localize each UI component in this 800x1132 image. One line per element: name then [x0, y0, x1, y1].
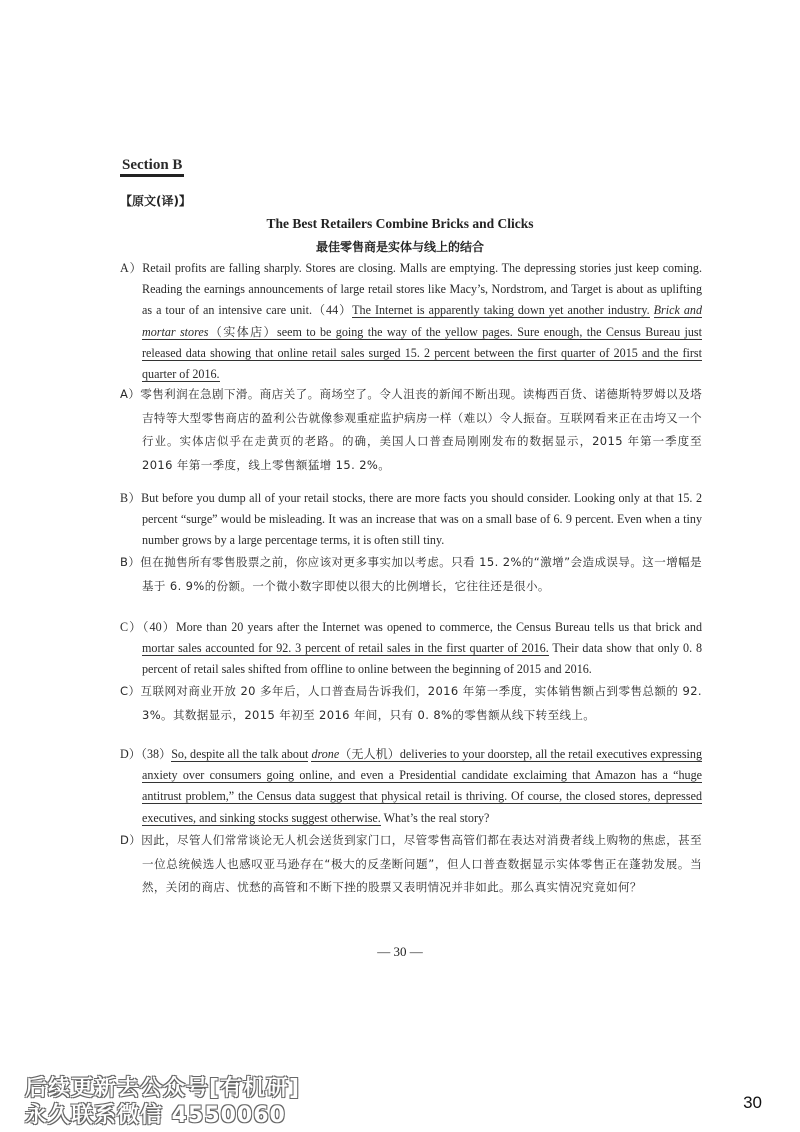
paragraph-a-underline-1: The Internet is apparently taking down yet another industry.	[352, 303, 650, 318]
page-number-corner: 30	[743, 1093, 762, 1112]
paragraph-d-underline-1: So, despite all the talk about	[171, 747, 309, 761]
paragraph-b-en: B）But before you dump all of your retail stocks, there are more facts you should consider. Looking only at that 15. 2 percent “surge” would be misleading. It was an increase that was on a small base of 6. 9 percent. Even when a tiny number grows by a large percentage terms, it is often still tiny.	[120, 491, 702, 548]
paragraph-c-rest: Their data show that only 0. 8 percent of retail sales shifted from offline to online between the beginning of 2015 and 2016.	[142, 641, 702, 677]
paragraph-a-zh: A）零售利润在急剧下滑。商店关了。商场空了。令人沮丧的新闻不断出现。读梅西百货、诺德斯特罗姆以及塔吉特等大型零售商店的盈利公告就像参观重症监护病房一样（难以）令人振奋。互联网看来正在击垮又一个行业。实体店似乎在走黄页的老路。的确，美国人口普查局刚刚发布的数据显示，2015 年第一季度至 2016 年第一季度，线上零售额猛增 15. 2%。	[120, 387, 702, 472]
watermark	[25, 1075, 300, 1129]
paragraph-d-underline-italic: drone	[311, 747, 340, 761]
paragraph-d-en	[120, 744, 702, 829]
paragraph-a-underline-italic: Brick and mortar stores	[142, 303, 702, 339]
watermark-line-2: 永久联系微信 4550060	[25, 1103, 286, 1128]
watermark-line-1: 后续更新去公众号[有机研]	[25, 1076, 301, 1101]
paragraph-c-underline: mortar sales accounted for 92. 3 percent of retail sales in the first quarter of 2016.	[142, 641, 549, 656]
paragraph-a-lead: A）Retail profits are falling sharply. Stores are closing. Malls are emptying. The depressing stories just keep coming. Reading the earnings announcements of large retail stores like Macy’s, Nordstrom, and Target is about as uplifting as a tour of an intensive care unit.（44）	[120, 261, 702, 318]
paragraph-d-lead: D）（38）	[120, 747, 172, 761]
article-title-en: The Best Retailers Combine Bricks and Clicks	[266, 216, 534, 231]
paragraph-d-zh: D）因此，尽管人们常常谈论无人机会送货到家门口，尽管零售高管们都在表达对消费者线上购物的焦虑，甚至一位总统候选人也感叹亚马逊存在“极大的反垄断问题”，但人口普查数据显示实体零售正在蓬勃发展。当然，关闭的商店、忧愁的高管和不断下挫的股票又表明情况并非如此。那么真实情况究竟如何？	[120, 833, 702, 894]
paragraph-d-underline-2: （无人机）deliveries to your doorstep, all the retail executives expressing anxiety over consumers going online, and even a Presidential candidate exclaiming that Amazon has a “huge antitrust problem,” the Census data suggest that physical retail is thriving. Of course, the closed stores, depressed executives, and sinking stocks suggest otherwise.	[142, 747, 703, 825]
paragraph-a-underline-2: （实体店）seem to be going the way of the yellow pages. Sure enough, the Census Bureau just released data showing that online retail sales surged 15. 2 percent between the first quarter of 2015 and the first quarter of 2016.	[142, 324, 702, 382]
section-tag: 【原文(译)】	[120, 194, 191, 208]
paragraph-c-en	[120, 617, 702, 681]
section-title: Section B	[120, 156, 184, 177]
paragraph-a-en	[120, 258, 702, 385]
paragraph-c-zh: C）互联网对商业开放 20 多年后，人口普查局告诉我们，2016 年第一季度，实体销售额占到零售总额的 92. 3%。其数据显示，2015 年初至 2016 年间，只有 0. 8%的零售额从线下转至线上。	[120, 684, 702, 722]
paragraph-d-rest: What’s the real story?	[383, 810, 490, 825]
article-title-zh: 最佳零售商是实体与线上的结合	[315, 240, 484, 254]
paragraph-c-lead: C）（40）More than 20 years after the Internet was opened to commerce, the Census Bureau tells us that brick and	[120, 620, 702, 634]
paragraph-b-zh: B）但在抛售所有零售股票之前，你应该对更多事实加以考虑。只看 15. 2%的“激增”会造成误导。这一增幅是基于 6. 9%的份额。一个微小数字即使以很大的比例增长，它往往还是很小。	[120, 555, 702, 593]
page-number-center: — 30 —	[377, 944, 423, 959]
